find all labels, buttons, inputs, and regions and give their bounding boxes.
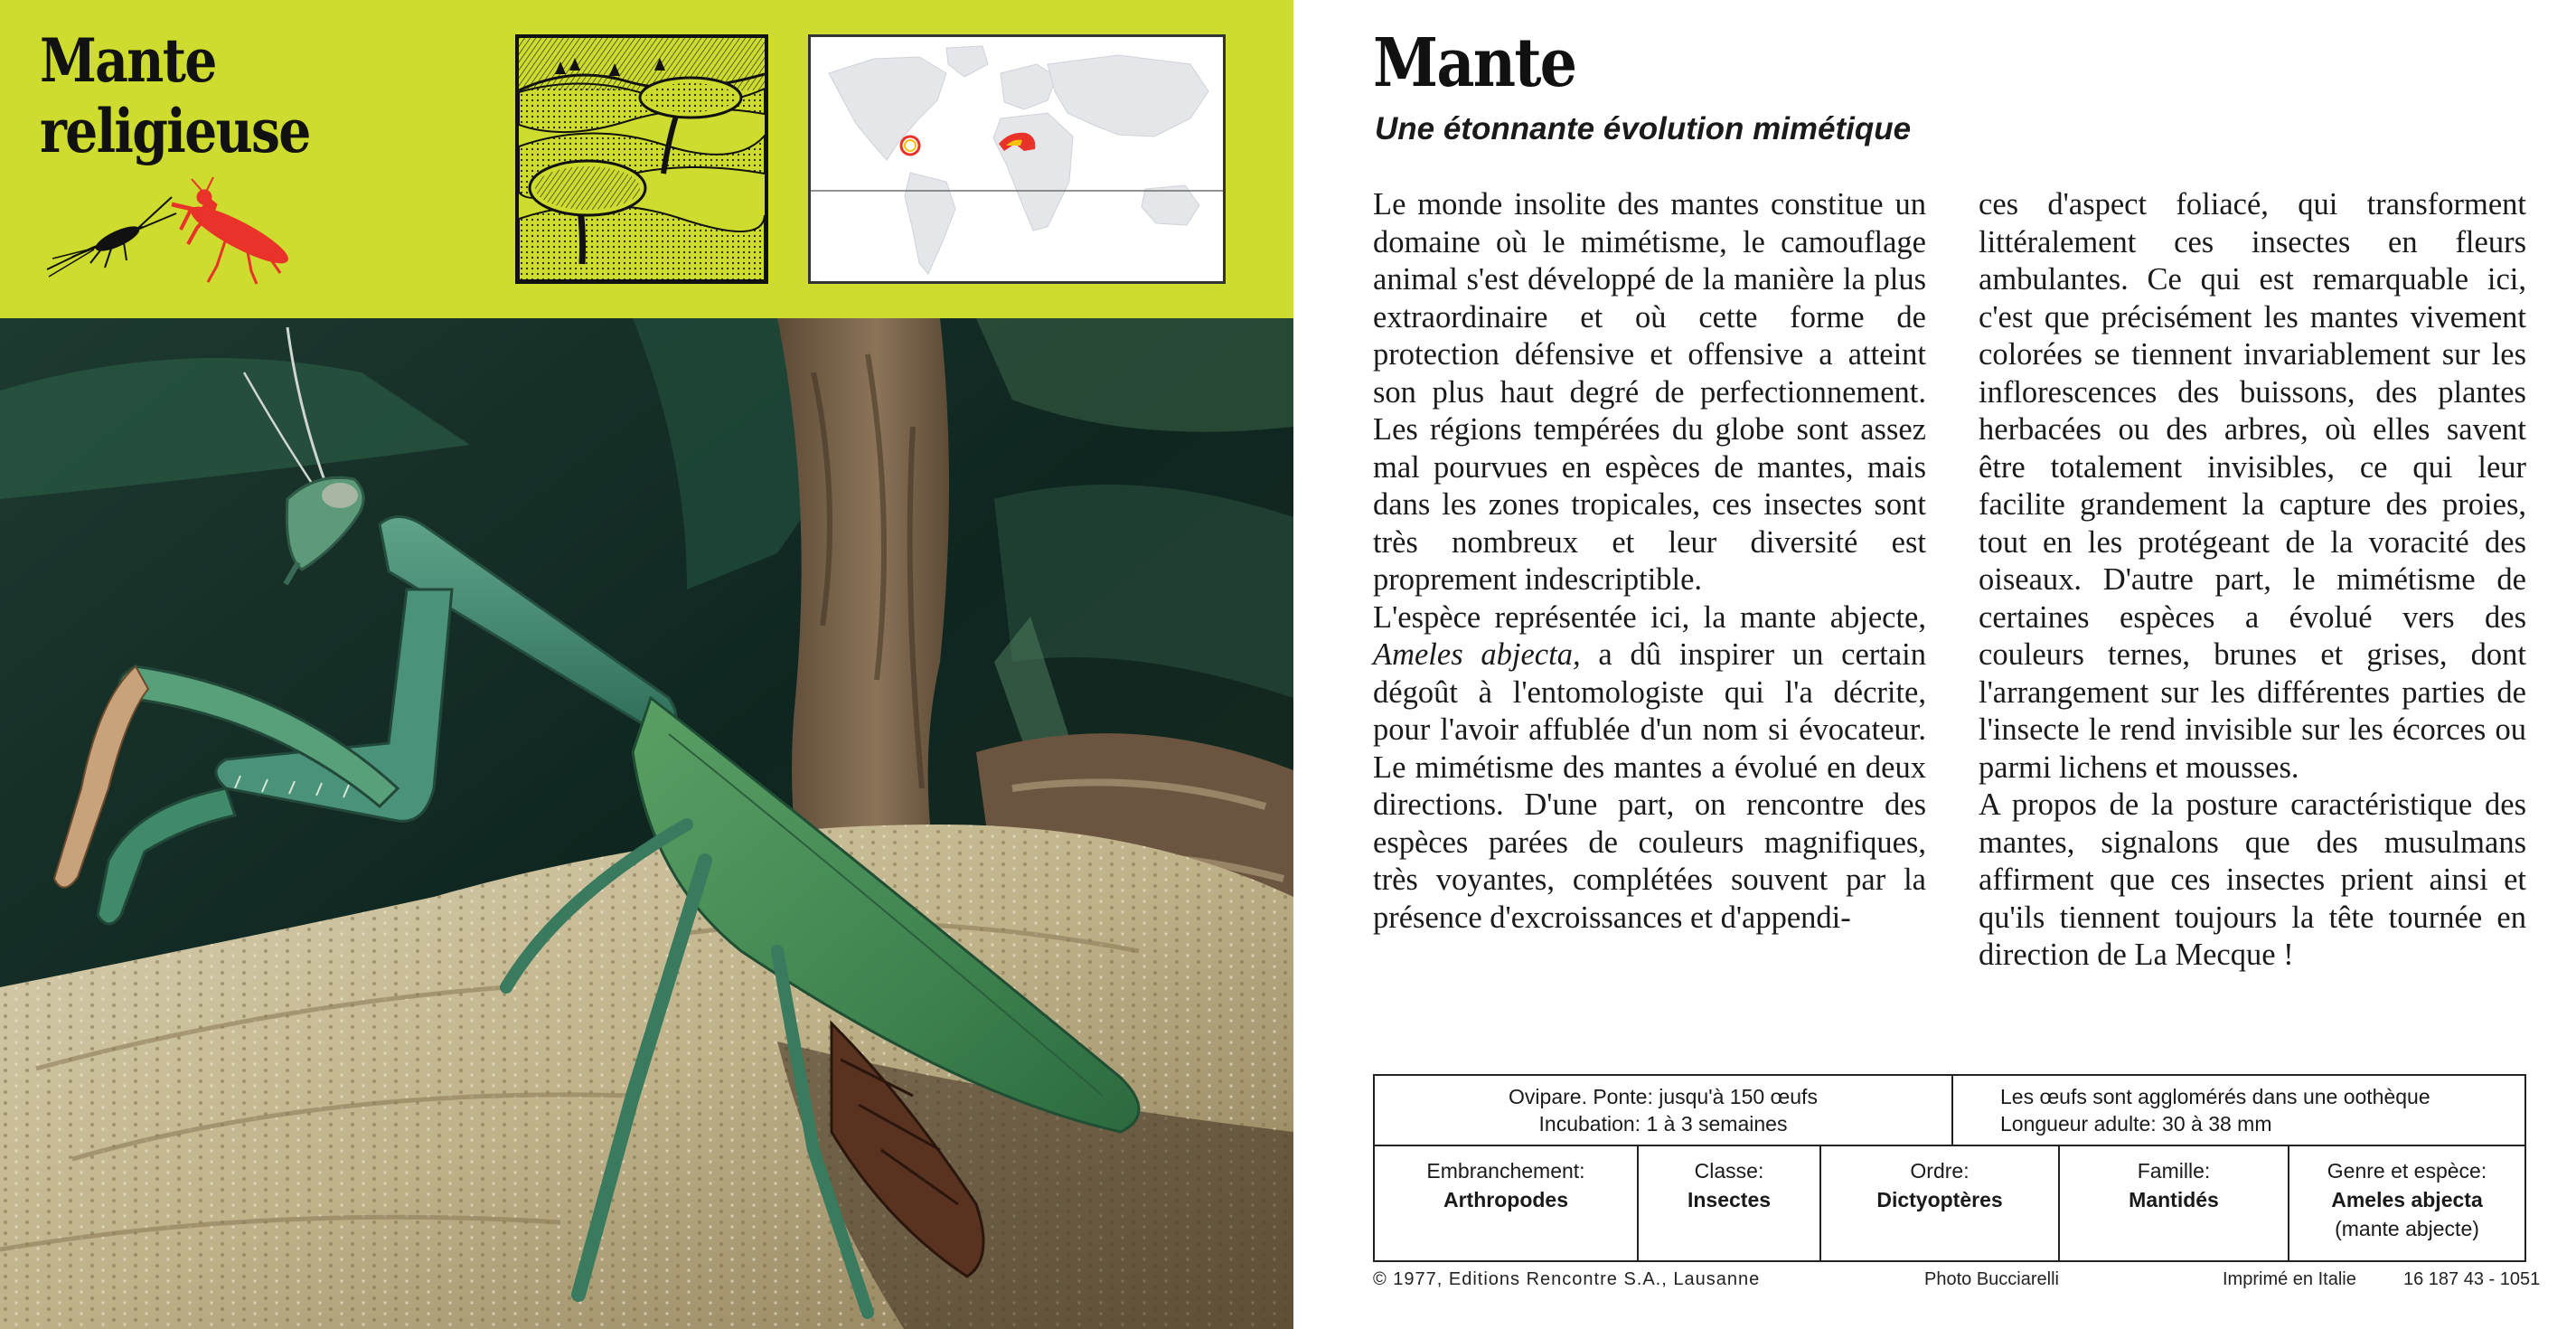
paragraph-species-end: a dû inspirer un certain dégoût à l'entomologiste qui l'a décrite, pour l'avoir affublée d'un nom si évocateur. Le mimétisme des mantes a évolué en deux directions. D'une part, on rencontre des espèces parées de couleurs magnifiques, très voyantes, complétées souvent par la présence d'excroissances et d'appendi- <box>1373 637 1927 935</box>
habitat-landscape-icon <box>519 38 765 280</box>
taxonomy-genus-species <box>2289 1145 2524 1260</box>
paragraph-posture: A propos de la posture caractéristique des mantes, signalons que des musulmans affirment que ces insectes prient ainsi et qu'ils tiennent toujours la tête tournée en direction de La Mecque ! <box>1979 787 2526 972</box>
facts-table <box>1373 1074 2526 1262</box>
text-column-left <box>1373 186 1926 937</box>
taxonomy-value: Dictyoptères <box>1876 1188 2003 1211</box>
mantis-photo-illustration <box>0 318 1293 1329</box>
fact-reproduction-line-1: Ovipare. Ponte: jusqu'à 150 œufs <box>1509 1085 1818 1108</box>
taxonomy-label: Famille: <box>2137 1159 2211 1183</box>
species-title-line-1: Mante <box>40 25 216 96</box>
mantis-photograph <box>0 318 1293 1329</box>
taxonomy-value: Insectes <box>1687 1188 1772 1211</box>
copyright-text: © 1977, Editions Rencontre S.A., Lausanne <box>1373 1269 1761 1289</box>
taxonomy-label: Ordre: <box>1910 1159 1970 1183</box>
taxonomy-phylum <box>1375 1145 1639 1260</box>
species-title-line-2: religieuse <box>40 96 310 166</box>
paragraph-species-start: L'espèce représentée ici, la mante abjecte, <box>1373 599 1926 635</box>
facts-row-taxonomy <box>1375 1145 2524 1260</box>
header-band <box>0 0 1293 318</box>
taxonomy-label: Classe: <box>1694 1159 1764 1183</box>
taxonomy-family <box>2060 1145 2289 1260</box>
taxonomy-class <box>1639 1145 1821 1260</box>
taxonomy-order <box>1821 1145 2060 1260</box>
paragraph-species <box>1373 599 1926 938</box>
world-map-icon <box>811 37 1223 281</box>
fact-eggs-size <box>1953 1076 2524 1145</box>
fact-reproduction <box>1375 1076 1953 1145</box>
silverfish-icon <box>47 197 176 277</box>
photo-credit: Photo Bucciarelli <box>1924 1269 2059 1289</box>
text-column-right <box>1979 186 2526 975</box>
taxonomy-value: Ameles abjecta <box>2331 1188 2483 1211</box>
fact-eggs-line-2: Longueur adulte: 30 à 38 mm <box>2000 1112 2272 1136</box>
mantis-icon <box>172 177 294 284</box>
habitat-illustration <box>515 34 768 284</box>
taxonomy-common-name: (mante abjecte) <box>2335 1217 2479 1240</box>
taxonomy-value: Arthropodes <box>1443 1188 1568 1211</box>
fact-eggs-line-1: Les œufs sont agglomérés dans une oothèque <box>2000 1085 2430 1108</box>
insect-category-icons <box>36 177 307 286</box>
printed-in: Imprimé en Italie <box>2223 1269 2356 1289</box>
article-title: Mante <box>1373 24 1576 102</box>
card-footer <box>1373 1269 2539 1296</box>
species-name-italic: Ameles abjecta, <box>1373 637 1581 672</box>
taxonomy-value: Mantidés <box>2129 1188 2219 1211</box>
paragraph-mimicry: ces d'aspect foliacé, qui transforment littéralement ces insectes en fleurs ambulantes. Ce qui est remarquable ici, c'est que précisément les mantes vivement colorées se tiennent invariablement sur les inflorescences des buissons, des plantes herbacées ou des arbres, où elles savent être totalement invisibles, ce qui leur facilite grandement la capture des proies, tout en les protégeant de la voracité des oiseaux. D'autre part, le mimétisme de certaines espèces a évolué vers des couleurs ternes, brunes et grises, dont l'arrangement sur les différentes parties de l'insecte le rend invisible sur les écorces ou parmi lichens et mousses. <box>1979 187 2526 785</box>
card-code: 16 187 43 - 1051 <box>2403 1269 2541 1289</box>
species-title <box>40 25 310 166</box>
distribution-map <box>808 34 1226 284</box>
species-card-back <box>1293 0 2576 1329</box>
taxonomy-label: Genre et espèce: <box>2327 1159 2487 1183</box>
paragraph-intro: Le monde insolite des mantes constitue un domaine où le mimétisme, le camouflage animal s'est développé de la manière la plus extraordinaire et où cette forme de protection défensive et offensive a atteint son plus haut degré de perfectionnement. Les régions tempérées du globe sont assez mal pourvues en espèces de mantes, mais dans les zones tropicales, ces insectes sont très nombreux et leur diversité est proprement indescriptible. <box>1373 187 1926 597</box>
taxonomy-label: Embranchement: <box>1426 1159 1585 1183</box>
facts-row-biology <box>1375 1076 2524 1146</box>
article-subtitle: Une étonnante évolution mimétique <box>1375 111 1912 146</box>
fact-reproduction-line-2: Incubation: 1 à 3 semaines <box>1538 1112 1788 1136</box>
